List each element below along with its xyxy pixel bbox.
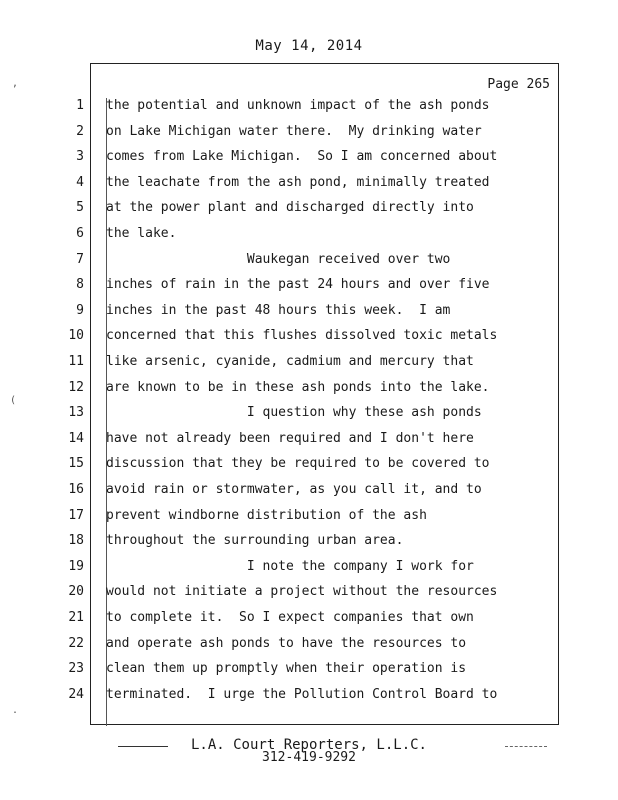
line-number: 1 [76,98,84,113]
line-number: 12 [68,380,84,395]
line-number: 4 [76,175,84,190]
line-number: 3 [76,149,84,164]
transcript-line: Waukegan received over two [106,252,451,267]
scan-mark: , [12,78,19,89]
line-number: 15 [68,456,84,471]
page-number: Page 265 [487,77,550,92]
transcript-line: I question why these ash ponds [106,405,482,420]
header-date: May 14, 2014 [255,38,363,54]
transcript-line: the potential and unknown impact of the ash ponds [106,98,490,113]
transcript-line: terminated. I urge the Pollution Control Board to [106,687,498,702]
transcript-line: inches of rain in the past 24 hours and over five [106,277,490,292]
transcript-line: are known to be in these ash ponds into the lake. [106,380,490,395]
line-number: 21 [68,610,84,625]
transcript-line: like arsenic, cyanide, cadmium and mercury that [106,354,474,369]
line-number: 23 [68,661,84,676]
transcript-line: clean them up promptly when their operation is [106,661,467,676]
line-number: 6 [76,226,84,241]
transcript-line: concerned that this flushes dissolved toxic metals [106,328,498,343]
line-number: 19 [68,559,84,574]
footer-phone: 312-419-9292 [262,750,356,765]
line-number: 14 [68,431,84,446]
transcript-line: would not initiate a project without the resources [106,584,498,599]
transcript-line: inches in the past 48 hours this week. I am [106,303,451,318]
line-number: 2 [76,124,84,139]
line-number: 7 [76,252,84,267]
transcript-line: the leachate from the ash pond, minimally treated [106,175,490,190]
transcript-line: discussion that they be required to be covered to [106,456,490,471]
line-number: 11 [68,354,84,369]
line-number: 20 [68,584,84,599]
transcript-line: at the power plant and discharged directly into [106,200,474,215]
scan-mark: . [12,705,19,716]
transcript-line: prevent windborne distribution of the ash [106,508,427,523]
line-number: 9 [76,303,84,318]
transcript-line: to complete it. So I expect companies that own [106,610,474,625]
line-number: 13 [68,405,84,420]
line-number: 24 [68,687,84,702]
transcript-line: avoid rain or stormwater, as you call it, and to [106,482,482,497]
scan-mark: ( [10,395,17,406]
line-number: 18 [68,533,84,548]
line-number: 5 [76,200,84,215]
line-number: 17 [68,508,84,523]
transcript-line: comes from Lake Michigan. So I am concerned about [106,149,498,164]
line-number: 10 [68,328,84,343]
line-number: 22 [68,636,84,651]
footer-company: L.A. Court Reporters, L.L.C. [190,737,427,753]
transcript-line: on Lake Michigan water there. My drinking water [106,124,482,139]
transcript-line: throughout the surrounding urban area. [106,533,404,548]
transcript-line: and operate ash ponds to have the resources to [106,636,467,651]
transcript-line: I note the company I work for [106,559,474,574]
line-number: 16 [68,482,84,497]
transcript-line: the lake. [106,226,177,241]
line-number: 8 [76,277,84,292]
transcript-line: have not already been required and I don't here [106,431,474,446]
